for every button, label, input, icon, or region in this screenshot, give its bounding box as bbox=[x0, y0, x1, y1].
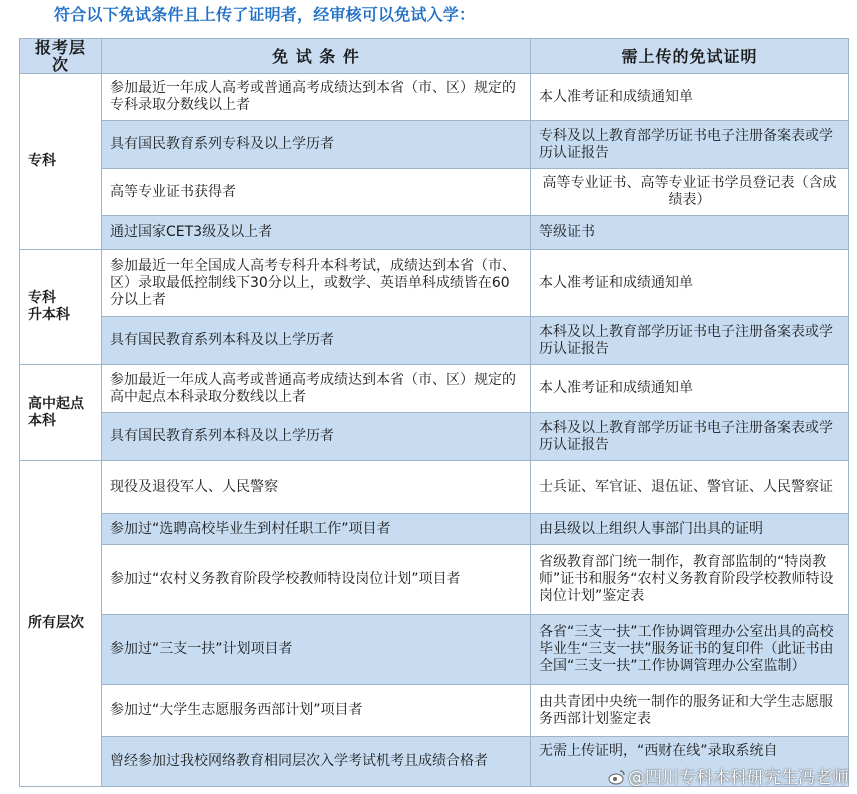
condition-cell: 具有国民教育系列本科及以上学历者 bbox=[102, 413, 531, 461]
level-cell-zhuan-sheng-ben bbox=[20, 250, 102, 365]
table-row bbox=[20, 737, 849, 787]
table-row bbox=[20, 685, 849, 737]
condition-cell: 高等专业证书获得者 bbox=[102, 169, 531, 216]
condition-cell: 具有国民教育系列本科及以上学历者 bbox=[102, 317, 531, 365]
condition-cell: 参加过“选聘高校毕业生到村任职工作”项目者 bbox=[102, 514, 531, 545]
level-cell-zhuanke: 专科 bbox=[20, 74, 102, 250]
proof-cell: 本人准考证和成绩通知单 bbox=[531, 250, 849, 317]
proof-cell: 本科及以上教育部学历证书电子注册备案表或学历认证报告 bbox=[531, 413, 849, 461]
header-condition: 免 试 条 件 bbox=[102, 39, 531, 74]
page-heading: 符合以下免试条件且上传了证明者，经审核可以免试入学： bbox=[54, 5, 476, 24]
proof-cell: 无需上传证明，“西财在线”录取系统自 bbox=[531, 737, 849, 787]
proof-cell: 高等专业证书、高等专业证书学员登记表（含成绩表） bbox=[531, 169, 849, 216]
condition-cell: 参加过“三支一扶”计划项目者 bbox=[102, 615, 531, 685]
table-row bbox=[20, 514, 849, 545]
table-header-row bbox=[20, 39, 849, 74]
table-row bbox=[20, 317, 849, 365]
condition-cell: 参加最近一年成人高考或普通高考成绩达到本省（市、区）规定的专科录取分数线以上者 bbox=[102, 74, 531, 121]
condition-cell: 现役及退役军人、人民警察 bbox=[102, 461, 531, 514]
table-row bbox=[20, 74, 849, 121]
proof-cell: 各省“三支一扶”工作协调管理办公室出具的高校毕业生“三支一扶”服务证书的复印件（此证书由全国“三支一扶”工作协调管理办公室监制） bbox=[531, 615, 849, 685]
table-row bbox=[20, 615, 849, 685]
level-line: 高中起点 bbox=[28, 395, 84, 412]
table-row bbox=[20, 250, 849, 317]
proof-cell: 等级证书 bbox=[531, 216, 849, 250]
proof-cell: 由县级以上组织人事部门出具的证明 bbox=[531, 514, 849, 545]
level-cell-gaoqi-ben bbox=[20, 365, 102, 461]
condition-cell: 参加过“大学生志愿服务西部计划”项目者 bbox=[102, 685, 531, 737]
level-line: 本科 bbox=[28, 412, 56, 429]
table-row bbox=[20, 121, 849, 169]
condition-cell: 通过国家CET3级及以上者 bbox=[102, 216, 531, 250]
watermark-text: @四川专科本科研究生冯老师 bbox=[628, 768, 849, 788]
proof-cell: 本人准考证和成绩通知单 bbox=[531, 365, 849, 413]
proof-cell: 省级教育部门统一制作，教育部监制的“特岗教师”证书和服务“农村义务教育阶段学校教师特设岗位计划”鉴定表 bbox=[531, 545, 849, 615]
table-row bbox=[20, 169, 849, 216]
table-row bbox=[20, 216, 849, 250]
proof-cell: 士兵证、军官证、退伍证、警官证、人民警察证 bbox=[531, 461, 849, 514]
proof-cell: 专科及以上教育部学历证书电子注册备案表或学历认证报告 bbox=[531, 121, 849, 169]
condition-cell: 参加最近一年成人高考或普通高考成绩达到本省（市、区）规定的高中起点本科录取分数线以上者 bbox=[102, 365, 531, 413]
level-line: 专科 bbox=[28, 290, 56, 306]
proof-cell: 由共青团中央统一制作的服务证和大学生志愿服务西部计划鉴定表 bbox=[531, 685, 849, 737]
condition-cell: 具有国民教育系列专科及以上学历者 bbox=[102, 121, 531, 169]
level-cell-all: 所有层次 bbox=[20, 461, 102, 787]
header-level: 报考层次 bbox=[20, 39, 102, 74]
table-row bbox=[20, 461, 849, 514]
condition-cell: 参加过“农村义务教育阶段学校教师特设岗位计划”项目者 bbox=[102, 545, 531, 615]
table-row bbox=[20, 545, 849, 615]
proof-cell: 本人准考证和成绩通知单 bbox=[531, 74, 849, 121]
proof-cell: 本科及以上教育部学历证书电子注册备案表或学历认证报告 bbox=[531, 317, 849, 365]
exemption-table bbox=[19, 38, 849, 787]
condition-cell: 参加最近一年全国成人高考专科升本科考试，成绩达到本省（市、区）录取最低控制线下30分以上，或数学、英语单科成绩皆在60分以上者 bbox=[102, 250, 531, 317]
table-row bbox=[20, 413, 849, 461]
header-proof: 需上传的免试证明 bbox=[531, 39, 849, 74]
table-row bbox=[20, 365, 849, 413]
condition-cell: 曾经参加过我校网络教育相同层次入学考试机考且成绩合格者 bbox=[102, 737, 531, 787]
level-line: 升本科 bbox=[28, 307, 70, 323]
